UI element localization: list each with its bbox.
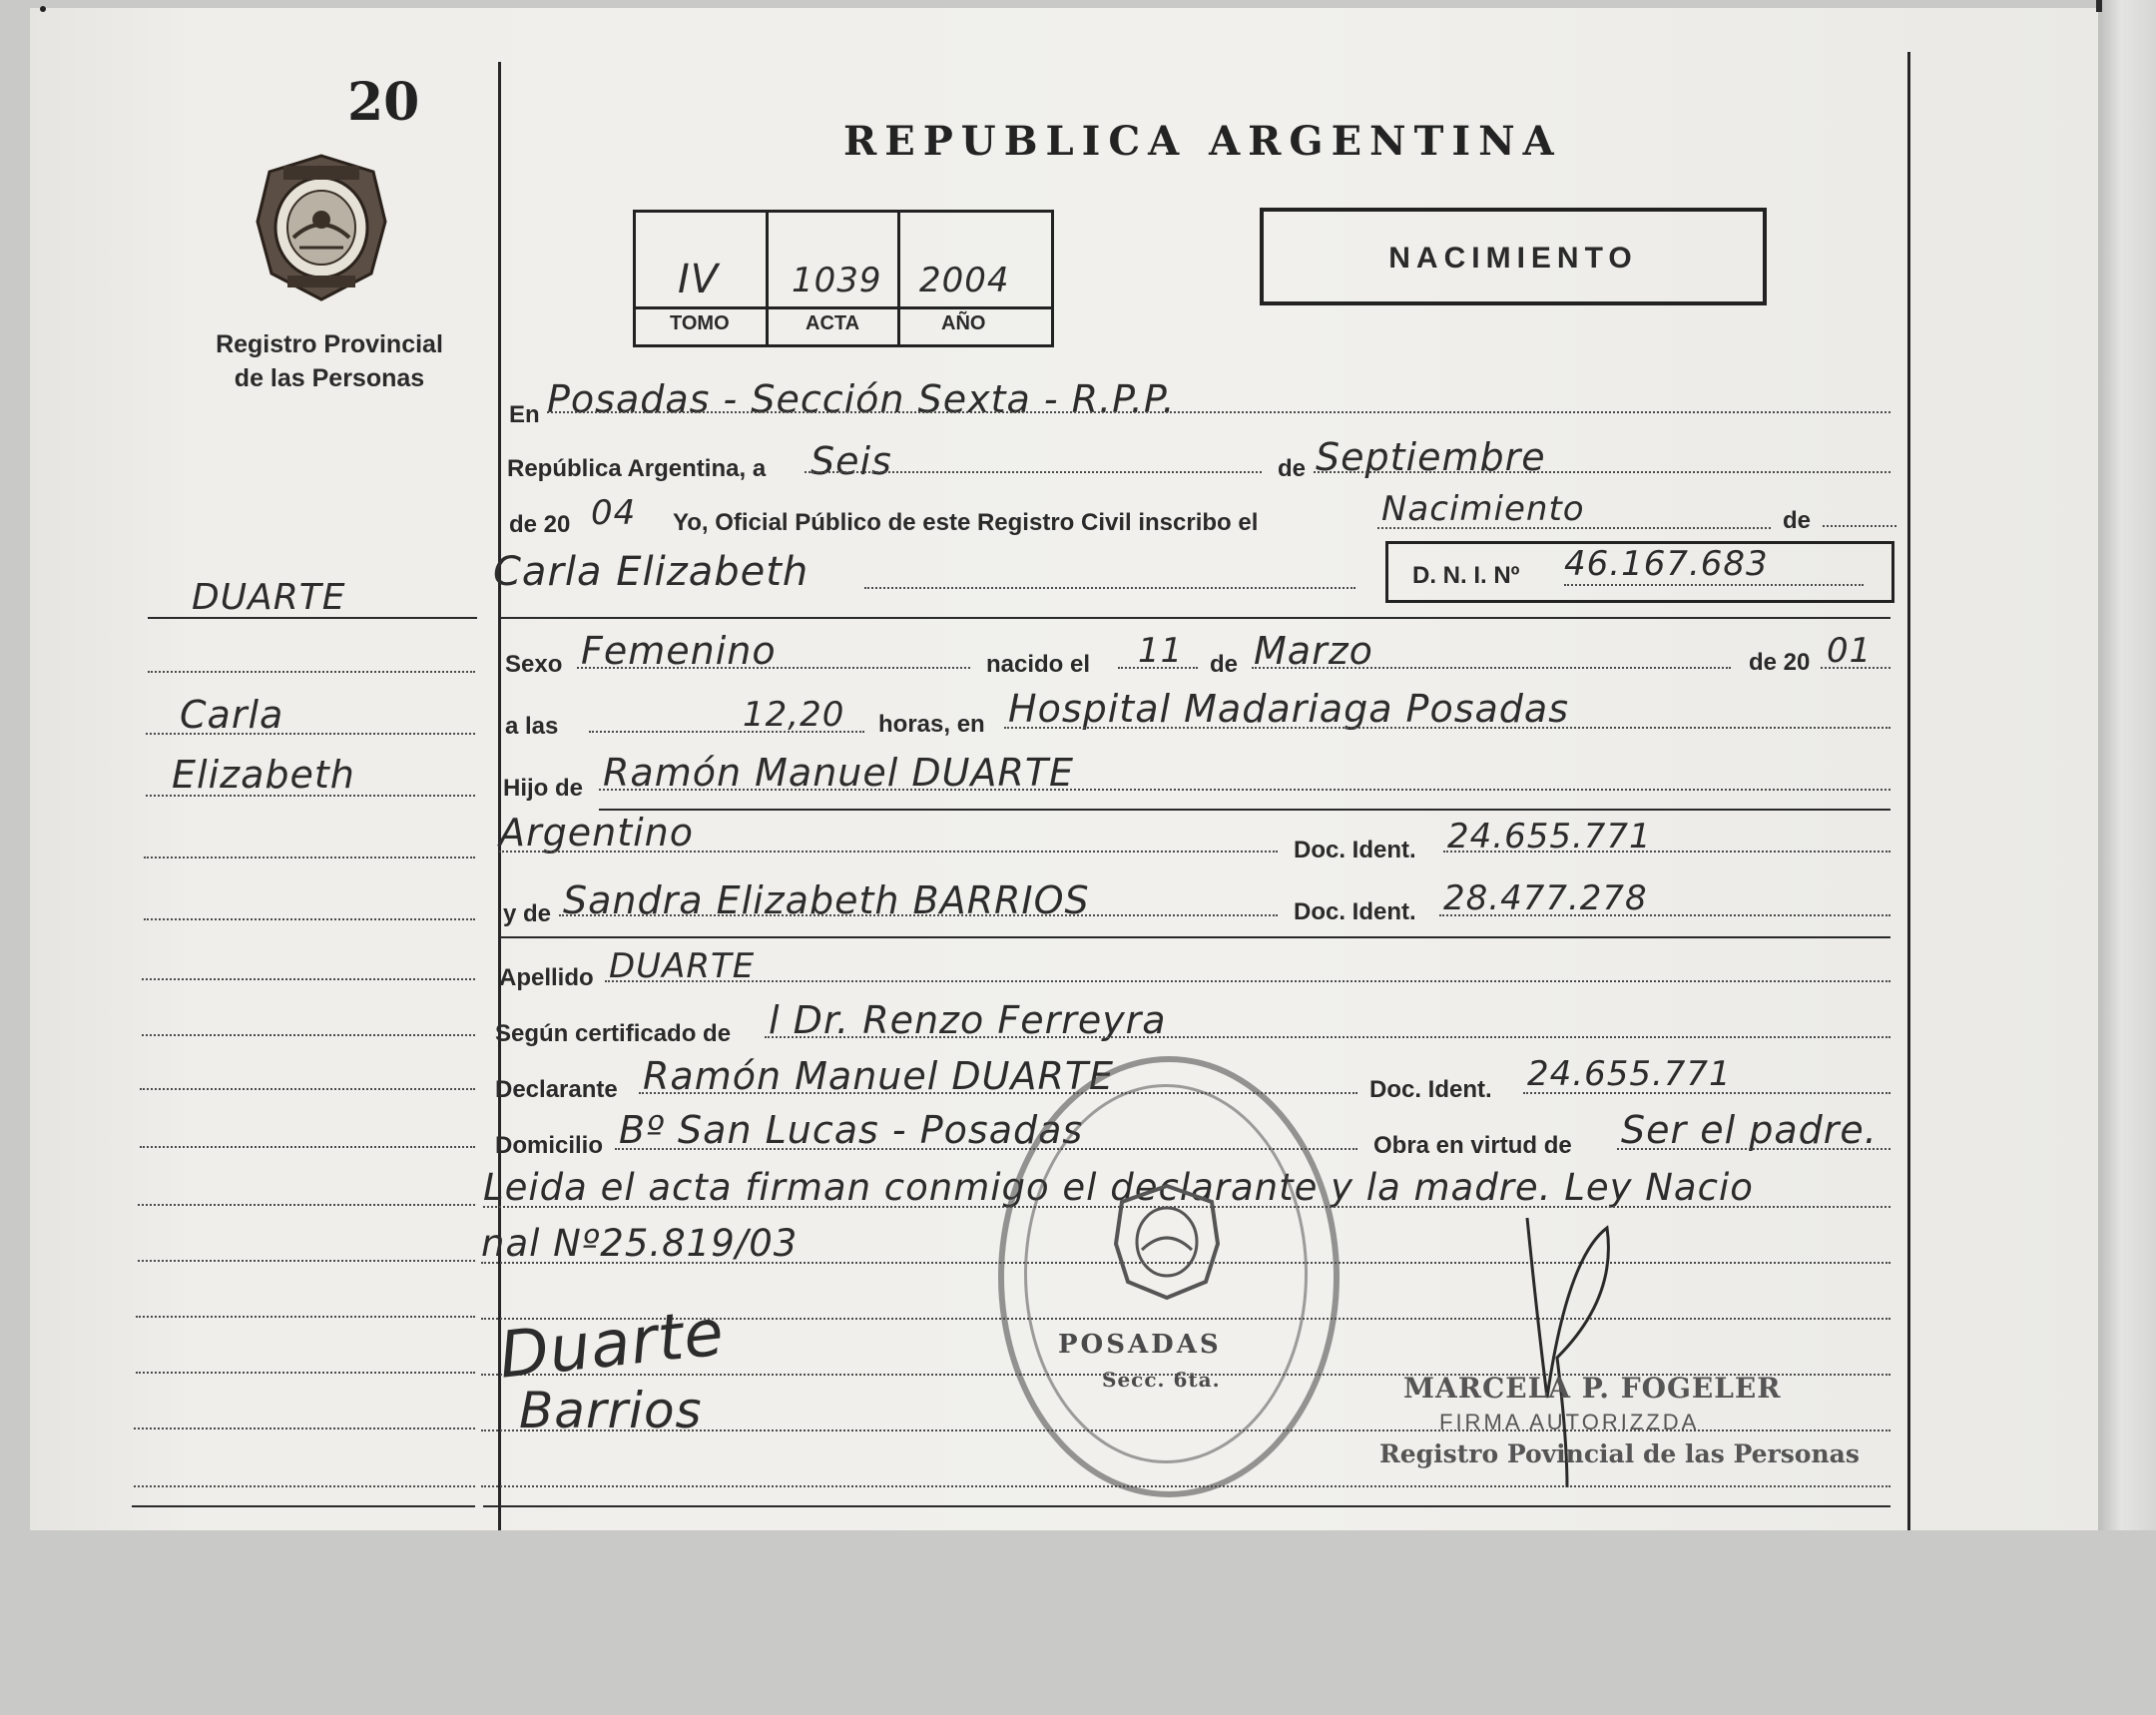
declarante-label: Declarante bbox=[495, 1076, 618, 1103]
declarante-doc-label: Doc. Ident. bbox=[1369, 1076, 1492, 1103]
official-name: MARCELA P. FOGELER bbox=[1403, 1372, 1782, 1405]
form-line bbox=[1823, 525, 1896, 527]
form-line bbox=[599, 789, 1890, 791]
dni-value: 46.167.683 bbox=[1564, 544, 1769, 584]
official-stamp bbox=[998, 1056, 1340, 1497]
form-line bbox=[1314, 471, 1890, 473]
form-line bbox=[1439, 914, 1890, 916]
margin-line bbox=[142, 978, 475, 980]
year-value: 04 bbox=[591, 493, 637, 533]
margin-line bbox=[134, 1428, 475, 1429]
segun-value: l Dr. Renzo Ferreyra bbox=[769, 998, 1167, 1042]
ano-label: AÑO bbox=[941, 312, 986, 334]
form-rule bbox=[499, 936, 1890, 938]
obra-label: Obra en virtud de bbox=[1373, 1132, 1572, 1159]
official-title: FIRMA AUTORIZZDA bbox=[1439, 1410, 1700, 1434]
right-border bbox=[1907, 52, 1910, 1530]
nacido-label: nacido el bbox=[986, 651, 1091, 678]
stamp-city: POSADAS bbox=[1058, 1330, 1222, 1360]
acta-value: 1039 bbox=[792, 261, 882, 300]
month-de-label: de bbox=[1278, 455, 1307, 482]
margin-line bbox=[144, 857, 475, 858]
form-line bbox=[1118, 667, 1198, 669]
form-line bbox=[1252, 667, 1731, 669]
margin-divider bbox=[498, 62, 501, 1530]
form-line bbox=[1564, 584, 1864, 586]
margin-line bbox=[148, 671, 475, 673]
dni-box bbox=[1385, 541, 1894, 603]
father-value: Ramón Manuel DUARTE bbox=[603, 751, 1075, 795]
misiones-seal-icon bbox=[254, 152, 389, 303]
stamp-emblem-icon bbox=[1112, 1182, 1222, 1302]
form-line bbox=[1004, 727, 1890, 729]
father-doc: 24.655.771 bbox=[1447, 817, 1652, 857]
segun-label: Según certificado de bbox=[495, 1020, 732, 1047]
mother-doc-label: Doc. Ident. bbox=[1294, 898, 1416, 925]
punch-dot bbox=[40, 6, 46, 12]
yde-label: y de bbox=[503, 900, 552, 927]
margin-line bbox=[138, 1260, 475, 1262]
tomo-value: IV bbox=[678, 257, 720, 302]
page-edge bbox=[2098, 0, 2156, 1530]
month-value: Septiembre bbox=[1316, 435, 1546, 479]
father-doc-label: Doc. Ident. bbox=[1294, 837, 1416, 863]
father-nationality: Argentino bbox=[499, 811, 694, 855]
margin-line bbox=[134, 1485, 475, 1487]
margin-line bbox=[140, 1088, 475, 1090]
dni-label: D. N. I. Nº bbox=[1412, 562, 1520, 589]
inscribo-value: Nacimiento bbox=[1381, 489, 1585, 529]
name-value: Carla Elizabeth bbox=[493, 549, 809, 595]
form-rule bbox=[599, 809, 1890, 811]
republica-label: República Argentina, a bbox=[507, 455, 767, 482]
en-label: En bbox=[509, 401, 540, 428]
form-line bbox=[499, 851, 1278, 853]
registry-name-line2: de las Personas bbox=[234, 364, 425, 392]
margin-first-name: Carla bbox=[180, 693, 284, 737]
form-line bbox=[547, 411, 1890, 413]
official-office: Registro Povincial de las Personas bbox=[1379, 1439, 1860, 1468]
stamp-section: Secc. 6ta. bbox=[1102, 1368, 1221, 1392]
margin-second-name: Elizabeth bbox=[172, 753, 355, 797]
form-line bbox=[577, 667, 970, 669]
day-value: Seis bbox=[810, 439, 892, 483]
birth-de20-label: de 20 bbox=[1749, 649, 1811, 676]
mother-doc: 28.477.278 bbox=[1443, 878, 1648, 918]
page-edge-shadow bbox=[2096, 0, 2102, 12]
mother-signature: Barrios bbox=[519, 1382, 703, 1439]
page-number: 20 bbox=[347, 72, 420, 133]
place-value: Hospital Madariaga Posadas bbox=[1008, 687, 1570, 731]
hour-value: 12,20 bbox=[743, 695, 845, 735]
sexo-value: Femenino bbox=[581, 629, 777, 673]
birth-month: Marzo bbox=[1254, 629, 1373, 673]
horas-label: horas, en bbox=[878, 711, 985, 738]
apellido-value: DUARTE bbox=[609, 946, 756, 986]
note-line2: nal Nº25.819/03 bbox=[481, 1222, 799, 1265]
margin-line bbox=[136, 1372, 475, 1374]
tomo-label: TOMO bbox=[670, 312, 730, 334]
obra-value: Ser el padre. bbox=[1621, 1108, 1878, 1152]
birth-de-label: de bbox=[1210, 651, 1239, 678]
declarante-value: Ramón Manuel DUARTE bbox=[643, 1054, 1115, 1098]
form-line bbox=[605, 980, 1890, 982]
registry-name-line1: Registro Provincial bbox=[216, 330, 443, 358]
record-type-box bbox=[1260, 208, 1767, 305]
form-line bbox=[1523, 1092, 1890, 1094]
form-line bbox=[805, 471, 1262, 473]
registry-name bbox=[200, 327, 459, 395]
margin-line bbox=[144, 918, 475, 920]
margin-line bbox=[138, 1204, 475, 1206]
form-line bbox=[1443, 851, 1890, 853]
declarante-doc: 24.655.771 bbox=[1527, 1054, 1732, 1094]
en-value: Posadas - Sección Sexta - R.P.P. bbox=[547, 377, 1176, 421]
form-line bbox=[559, 914, 1278, 916]
form-line bbox=[1377, 527, 1771, 529]
year-de20-label: de 20 bbox=[509, 511, 571, 538]
country-title: REPUBLICA ARGENTINA bbox=[843, 118, 1562, 165]
domicilio-value: Bº San Lucas - Posadas bbox=[619, 1108, 1084, 1152]
form-line bbox=[864, 587, 1355, 589]
margin-surname: DUARTE bbox=[192, 577, 346, 618]
de-end-label: de bbox=[1783, 507, 1812, 534]
mother-value: Sandra Elizabeth BARRIOS bbox=[563, 878, 1090, 922]
oficial-text: Yo, Oficial Público de este Registro Civil inscribo el bbox=[673, 509, 1259, 536]
form-line bbox=[1617, 1148, 1890, 1150]
domicilio-label: Domicilio bbox=[495, 1132, 604, 1159]
form-rule bbox=[483, 1505, 1890, 1507]
birth-day: 11 bbox=[1138, 631, 1184, 671]
margin-line bbox=[132, 1505, 475, 1507]
margin-line bbox=[136, 1316, 475, 1318]
father-signature: Duarte bbox=[495, 1296, 729, 1394]
note-line1: Leida el acta firman conmigo el declarante y la madre. Ley Nacio bbox=[483, 1166, 1754, 1209]
ano-value: 2004 bbox=[919, 261, 1010, 300]
alas-label: a las bbox=[505, 713, 559, 740]
record-number-box bbox=[633, 210, 1054, 347]
record-type: NACIMIENTO bbox=[1388, 242, 1638, 275]
margin-line bbox=[142, 1034, 475, 1036]
acta-label: ACTA bbox=[806, 312, 860, 334]
sexo-label: Sexo bbox=[505, 651, 563, 678]
birth-year: 01 bbox=[1827, 631, 1873, 671]
form-rule bbox=[499, 617, 1890, 619]
margin-line bbox=[140, 1146, 475, 1148]
hijo-label: Hijo de bbox=[503, 775, 584, 802]
form-line bbox=[1821, 667, 1890, 669]
apellido-label: Apellido bbox=[499, 964, 594, 991]
